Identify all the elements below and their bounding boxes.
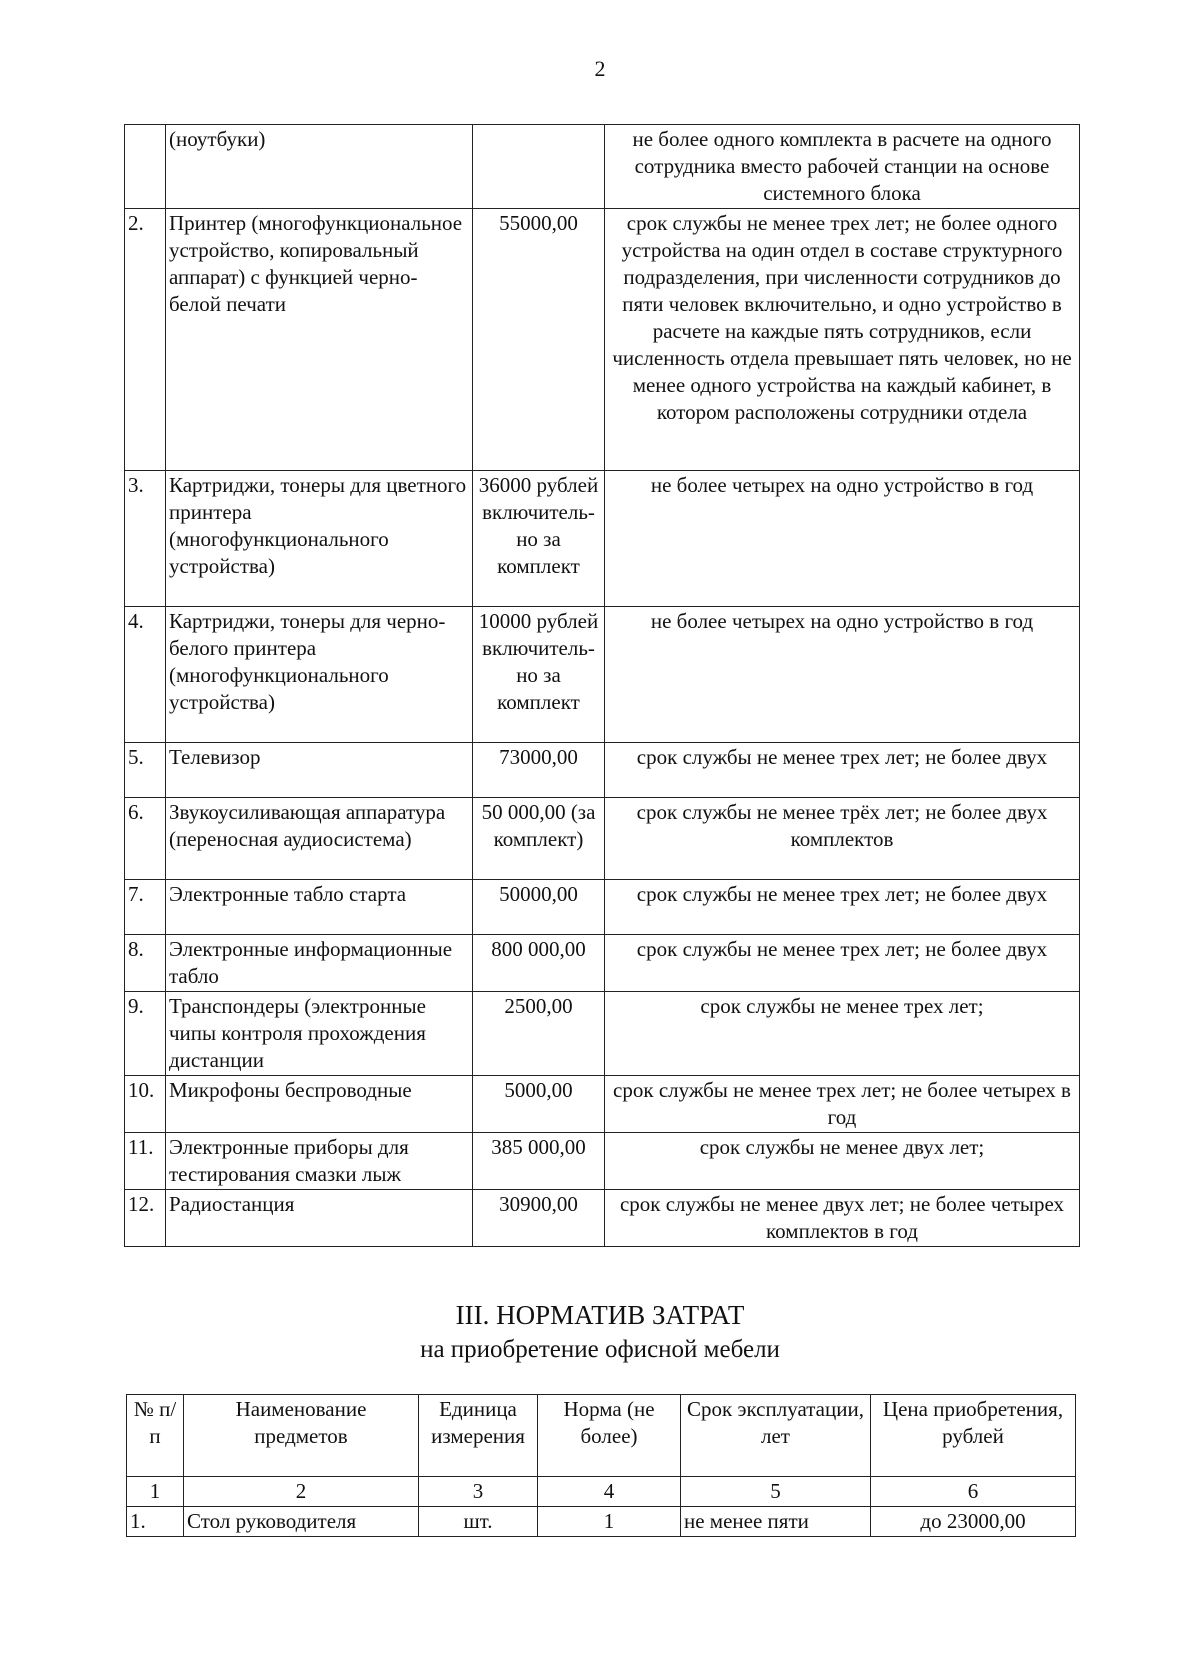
column-number: 6 — [871, 1477, 1076, 1507]
item-price: 800 000,00 — [473, 935, 605, 992]
column-number: 1 — [127, 1477, 184, 1507]
item-name: Принтер (многофункциональное устройство, копировальный аппарат) с функцией черно-белой печати — [166, 209, 473, 471]
item-name: Радиостанция — [166, 1190, 473, 1247]
item-name: Звукоусиливающая аппаратура (переносная аудиосистема) — [166, 798, 473, 880]
item-note: срок службы не менее двух лет; — [605, 1133, 1080, 1190]
item-name: Стол руководителя — [184, 1507, 419, 1537]
row-number: 10. — [125, 1076, 166, 1133]
page-number: 2 — [594, 56, 606, 81]
item-price: 2500,00 — [473, 992, 605, 1076]
item-name: Электронные информационные табло — [166, 935, 473, 992]
table-row — [125, 1076, 1080, 1133]
item-price: 55000,00 — [473, 209, 605, 471]
table-row — [127, 1507, 1076, 1537]
table-row — [125, 1133, 1080, 1190]
item-name: Транспондеры (электронные чипы контроля прохождения дистанции — [166, 992, 473, 1076]
section-subtitle: на приобретение офисной мебели — [420, 1336, 780, 1363]
item-price: 50 000,00 (за комплект) — [473, 798, 605, 880]
column-number: 2 — [184, 1477, 419, 1507]
row-number — [125, 125, 166, 209]
item-note: срок службы не менее трех лет; не более двух — [605, 743, 1080, 798]
table-row — [125, 607, 1080, 743]
item-note: не более четырех на одно устройство в год — [605, 607, 1080, 743]
item-term: не менее пяти — [681, 1507, 871, 1537]
section-title: III. НОРМАТИВ ЗАТРАТ — [455, 1300, 745, 1330]
equipment-table — [124, 124, 1080, 1247]
row-number: 8. — [125, 935, 166, 992]
item-name: Телевизор — [166, 743, 473, 798]
item-price: 385 000,00 — [473, 1133, 605, 1190]
item-price: 5000,00 — [473, 1076, 605, 1133]
item-name: Электронные приборы для тестирования смазки лыж — [166, 1133, 473, 1190]
column-number: 5 — [681, 1477, 871, 1507]
item-name: (ноутбуки) — [166, 125, 473, 209]
table-row — [125, 125, 1080, 209]
header-name: Наименование предметов — [184, 1395, 419, 1477]
column-number: 4 — [538, 1477, 681, 1507]
item-note: срок службы не менее трех лет; — [605, 992, 1080, 1076]
item-name: Микрофоны беспроводные — [166, 1076, 473, 1133]
row-number: 4. — [125, 607, 166, 743]
table-header-row — [127, 1395, 1076, 1477]
item-price: 73000,00 — [473, 743, 605, 798]
table-row — [125, 880, 1080, 935]
item-note: срок службы не менее трех лет; не более двух — [605, 935, 1080, 992]
column-number: 3 — [419, 1477, 538, 1507]
item-note: срок службы не менее двух лет; не более четырех комплектов в год — [605, 1190, 1080, 1247]
item-price: 50000,00 — [473, 880, 605, 935]
header-term: Срок эксплуатации, лет — [681, 1395, 871, 1477]
table-row — [125, 992, 1080, 1076]
row-number: 7. — [125, 880, 166, 935]
item-price: до 23000,00 — [871, 1507, 1076, 1537]
item-unit: шт. — [419, 1507, 538, 1537]
column-number-row — [127, 1477, 1076, 1507]
table-row — [125, 935, 1080, 992]
furniture-table — [126, 1394, 1076, 1537]
row-number: 9. — [125, 992, 166, 1076]
table-row — [125, 209, 1080, 471]
item-name: Электронные табло старта — [166, 880, 473, 935]
item-note: не более четырех на одно устройство в год — [605, 471, 1080, 607]
row-number: 3. — [125, 471, 166, 607]
row-number: 11. — [125, 1133, 166, 1190]
item-price — [473, 125, 605, 209]
table-row — [125, 1190, 1080, 1247]
item-note: срок службы не менее трех лет; не более одного устройства на один отдел в составе структурного подразделения, при численности сотрудников до пяти человек включительно, и одно устройство в расчете на каждые пять сотрудников, если численность отдела превышает пять человек, но не менее одного устройства на каждый кабинет, в котором расположены сотрудники отдела — [605, 209, 1080, 471]
item-note: срок службы не менее трех лет; не более четырех в год — [605, 1076, 1080, 1133]
header-price: Цена приобретения, рублей — [871, 1395, 1076, 1477]
table-row — [125, 471, 1080, 607]
item-name: Картриджи, тонеры для цветного принтера (многофункционального устройства) — [166, 471, 473, 607]
header-norm: Норма (не более) — [538, 1395, 681, 1477]
table-row — [125, 798, 1080, 880]
header-unit: Единица измерения — [419, 1395, 538, 1477]
row-number: 12. — [125, 1190, 166, 1247]
item-price: 10000 рублей включитель-но за комплект — [473, 607, 605, 743]
row-number: 2. — [125, 209, 166, 471]
header-number: № п/п — [127, 1395, 184, 1477]
item-note: срок службы не менее трёх лет; не более двух комплектов — [605, 798, 1080, 880]
item-note: срок службы не менее трех лет; не более двух — [605, 880, 1080, 935]
row-number: 1. — [127, 1507, 184, 1537]
item-norm: 1 — [538, 1507, 681, 1537]
item-note: не более одного комплекта в расчете на одного сотрудника вместо рабочей станции на основе системного блока — [605, 125, 1080, 209]
row-number: 6. — [125, 798, 166, 880]
item-name: Картриджи, тонеры для черно-белого принтера (многофункционального устройства) — [166, 607, 473, 743]
item-price: 36000 рублей включитель-но за комплект — [473, 471, 605, 607]
table-row — [125, 743, 1080, 798]
row-number: 5. — [125, 743, 166, 798]
item-price: 30900,00 — [473, 1190, 605, 1247]
